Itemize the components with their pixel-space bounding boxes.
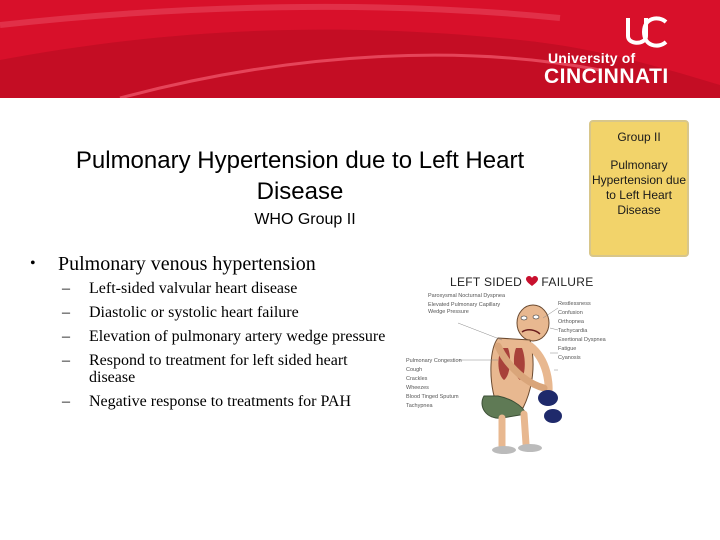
university-of-label: University of [548,50,636,66]
sub-bullet-text: Respond to treatment for left sided heart disease [89,352,348,386]
figure-label: Restlessness [558,301,591,307]
figure-congestion-labels [406,358,466,412]
header-banner [0,0,720,98]
slide-subtitle: WHO Group II [254,211,356,228]
bullet-dot-icon: • [30,255,36,272]
figure-label: Tachycardia [558,328,588,334]
sub-bullet [30,280,390,297]
figure-label: Cyanosis [558,355,581,361]
figure-label: Orthopnea [558,319,584,325]
figure-left-labels [428,293,510,318]
cincinnati-wordmark: CINCINNATI [544,65,669,88]
figure-label: Tachypnea [406,403,433,409]
figure-label: Fatigue [558,346,577,352]
bullet-list [30,252,390,417]
sub-bullet [30,393,390,410]
figure-title-part1: LEFT SIDED [450,275,523,289]
sub-bullet-text: Elevation of pulmonary artery wedge pressure [89,328,386,345]
dash-icon: – [62,328,70,345]
figure-right-labels [558,301,606,364]
university-logo [544,12,702,92]
figure-label: Crackles [406,376,428,382]
figure-label: Exertional Dyspnea [558,337,606,343]
sub-bullet-text: Negative response to treatments for PAH [89,393,352,410]
sub-bullet [30,304,390,321]
figure-title-part2: FAILURE [541,275,594,289]
figure-label: Wheezes [406,385,429,391]
sub-bullet-list [30,280,390,410]
dash-icon: – [62,352,70,369]
bullet-main [30,252,390,276]
figure-label: Cough [406,367,423,373]
dash-icon: – [62,393,70,410]
figure-label: Paroxysmal Nocturnal Dyspnea [428,293,506,299]
slide-title: Pulmonary Hypertension due to Left Heart Disease [75,147,525,205]
bullet-main-text: Pulmonary venous hypertension [58,253,316,275]
figure-label: Blood Tinged Sputum [406,394,459,400]
figure-title [450,275,594,289]
who-group-box [589,120,689,257]
sub-bullet-text: Diastolic or systolic heart failure [89,304,299,321]
group-box-body: Pulmonary Hypertension due to Left Heart Disease [591,158,687,217]
heart-icon [526,276,538,287]
left-sided-failure-illustration [398,268,606,458]
group-box-heading: Group II [617,130,661,144]
figure-label: Confusion [558,310,583,316]
dash-icon: – [62,304,70,321]
sub-bullet-text: Left-sided valvular heart disease [89,280,298,297]
figure-label: Pulmonary Congestion [406,358,462,364]
dash-icon: – [62,280,70,297]
sub-bullet [30,352,390,386]
figure-label: Elevated Pulmonary Capillary Wedge Pressure [428,302,501,315]
sub-bullet [30,328,390,345]
uc-logo-icon [624,14,670,50]
